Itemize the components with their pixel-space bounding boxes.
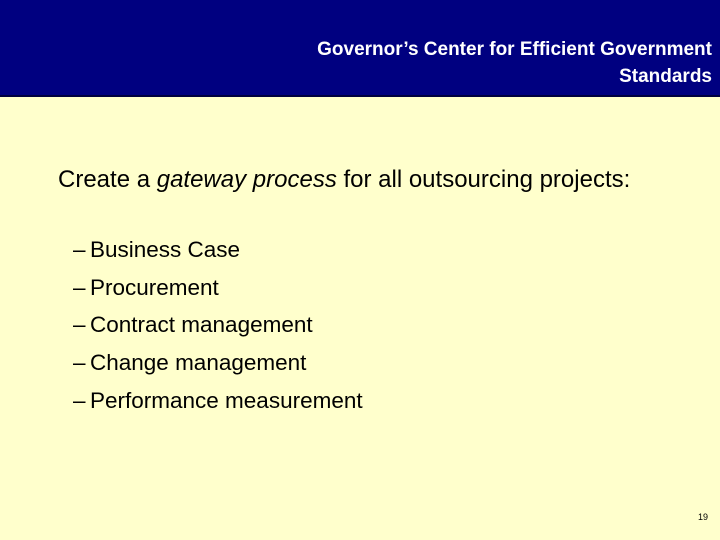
list-item-label: Change management	[90, 350, 307, 376]
intro-suffix: for all outsourcing projects:	[336, 166, 631, 193]
slide-title-line-2: Standards	[619, 66, 712, 87]
bullet-dash: –	[73, 274, 86, 300]
bullet-dash: –	[73, 387, 86, 413]
bullet-dash: –	[73, 350, 86, 376]
intro-emphasis: gateway process	[156, 166, 337, 193]
list-item	[73, 231, 363, 269]
list-item-label: Procurement	[90, 274, 219, 300]
list-item-label: Contract management	[90, 312, 313, 338]
list-item-label: Business Case	[90, 237, 241, 262]
list-item	[73, 269, 363, 307]
list-item	[73, 306, 363, 344]
intro-text	[58, 163, 658, 197]
bullet-list	[73, 231, 363, 420]
list-item-label: Performance measurement	[90, 387, 363, 413]
header-bar	[0, 0, 720, 97]
slide-title-line-1: Governor’s Center for Efficient Government	[317, 39, 712, 60]
bullet-dash: –	[73, 237, 86, 262]
list-item	[73, 382, 363, 420]
page-number: 19	[697, 512, 708, 522]
slide-title	[112, 36, 712, 90]
intro-prefix: Create a	[58, 166, 157, 193]
bullet-dash: –	[73, 312, 86, 338]
list-item	[73, 344, 363, 382]
